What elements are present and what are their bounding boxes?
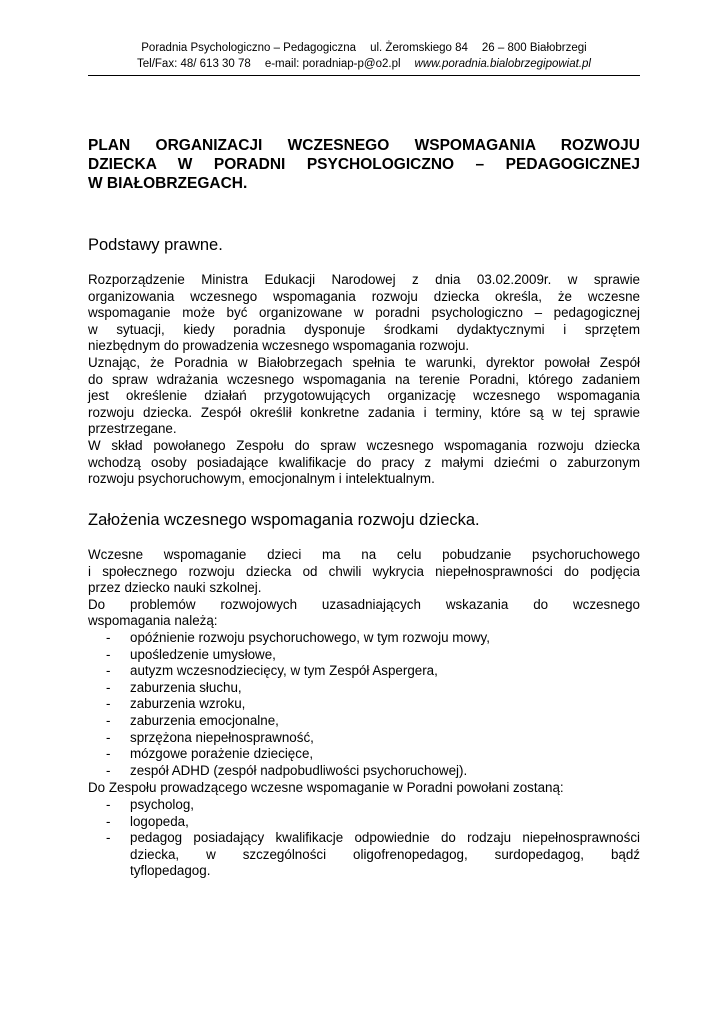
list-item [88, 696, 640, 713]
letterhead-email: e-mail: poradniap-p@o2.pl [264, 58, 401, 70]
text-line: wspomagania należą: [88, 613, 218, 629]
bullet-dash: - [106, 696, 111, 712]
list-item-text: logopeda, [130, 813, 189, 829]
letterhead-street: ul. Żeromskiego 84 [370, 42, 468, 54]
section-heading-legal-basis: Podstawy prawne. [88, 236, 223, 254]
text-line: do spraw wdrażania wczesnego wspomagania na terenie Poradni, którego zadaniem [88, 371, 640, 387]
list-item [88, 746, 640, 763]
list-item-text: mózgowe porażenie dziecięce, [130, 746, 314, 762]
list-item-text: pedagog posiadający kwalifikacje odpowiednie do rodzaju niepełnosprawności [130, 830, 640, 846]
list-item-text: zespół ADHD (zespół nadpobudliwości psychoruchowej). [130, 762, 468, 778]
list-item [88, 814, 640, 831]
list-item [88, 647, 640, 664]
document-title [88, 136, 640, 193]
list-item-text: upośledzenie umysłowe, [130, 646, 276, 662]
bullet-dash: - [106, 813, 111, 829]
text-line: jest określenie działań przygotowujących organizację wczesnego wspomagania [88, 388, 640, 404]
section-heading-assumptions: Założenia wczesnego wspomagania rozwoju dziecka. [88, 511, 480, 529]
text-line: przestrzegane. [88, 421, 177, 437]
letterhead-contact-line [88, 56, 640, 72]
letterhead-org: Poradnia Psychologiczno – Pedagogiczna [141, 42, 357, 54]
text-line: Do problemów rozwojowych uzasadniających wskazania do wczesnego [88, 596, 640, 612]
list-item-text: opóźnienie rozwoju psychoruchowego, w tym rozwoju mowy, [130, 630, 490, 645]
list-item-text: psycholog, [130, 797, 195, 812]
bullet-dash: - [106, 646, 111, 662]
text-line: wspomaganie może być organizowane w poradni psychologiczno – pedagogicznej [88, 305, 640, 321]
list-item-text: zaburzenia słuchu, [130, 679, 242, 695]
letterhead-phone: Tel/Fax: 48/ 613 30 78 [137, 58, 251, 70]
list-item [88, 830, 640, 880]
list-item [88, 730, 640, 747]
list-item-text: zaburzenia wzroku, [130, 696, 246, 712]
text-line: rozwoju dziecka. Zespół określił konkretne zadania i terminy, które są w tej sprawie [88, 404, 640, 420]
text-line: niezbędnym do prowadzenia wczesnego wspomagania rozwoju. [88, 338, 470, 354]
list-item [88, 663, 640, 680]
bullet-dash: - [106, 746, 111, 762]
bullet-dash: - [106, 797, 111, 812]
text-line: Rozporządzenie Ministra Edukacji Narodowej z dnia 03.02.2009r. w sprawie [88, 272, 640, 287]
letterhead-divider [88, 75, 640, 76]
paragraph-regulation [88, 272, 640, 488]
title-line: PLAN ORGANIZACJI WCZESNEGO WSPOMAGANIA ROZWOJU [88, 137, 640, 154]
bullet-dash: - [106, 729, 111, 745]
bullet-dash: - [106, 630, 111, 645]
list-item [88, 713, 640, 730]
list-item [88, 630, 640, 647]
letterhead-address-line [88, 40, 640, 56]
text-line: i społecznego rozwoju dziecka od chwili wykrycia niepełnosprawności do podjęcia [88, 563, 640, 579]
text-line: Do Zespołu prowadzącego wczesne wspomaganie w Poradni powołani zostaną: [88, 780, 564, 795]
paragraph-team-intro [88, 780, 640, 797]
list-item-text: zaburzenia emocjonalne, [130, 712, 279, 728]
list-item-text: tyflopedagog. [130, 863, 211, 879]
bullet-dash: - [106, 712, 111, 728]
text-line: przez dziecko nauki szkolnej. [88, 580, 262, 596]
list-item [88, 797, 640, 814]
title-line: W BIAŁOBRZEGACH. [88, 175, 248, 192]
text-line: w sytuacji, kiedy poradnia dysponuje środkami dydaktycznymi i sprzętem [88, 321, 640, 337]
bullet-dash: - [106, 679, 111, 695]
title-line: DZIECKA W PORADNI PSYCHOLOGICZNO – PEDAGOGICZNEJ [88, 156, 640, 173]
list-item-text: dziecka, w szczególności oligofrenopedagog, surdopedagog, bądź [130, 846, 640, 862]
list-item-text: autyzm wczesnodziecięcy, w tym Zespół Aspergera, [130, 663, 438, 679]
problems-list [88, 630, 640, 779]
text-line: Uznając, że Poradnia w Białobrzegach spełnia te warunki, dyrektor powołał Zespół [88, 354, 640, 370]
text-line: organizowania wczesnego wspomagania rozwoju dziecka określa, że wczesne [88, 288, 640, 304]
list-item [88, 763, 640, 780]
text-line: wchodzą osoby posiadające kwalifikacje do pracy z małymi dziećmi o zaburzonym [88, 454, 640, 470]
bullet-dash: - [106, 663, 111, 679]
team-list [88, 797, 640, 880]
bullet-dash: - [106, 830, 111, 846]
letterhead-website: www.poradnia.bialobrzegipowiat.pl [414, 58, 591, 70]
list-item-text: sprzężona niepełnosprawność, [130, 729, 314, 745]
text-line: Wczesne wspomaganie dzieci ma na celu pobudzanie psychoruchowego [88, 547, 640, 562]
paragraph-goal [88, 547, 640, 630]
bullet-dash: - [106, 762, 111, 778]
text-line: rozwoju psychoruchowym, emocjonalnym i intelektualnym. [88, 471, 435, 487]
text-line: W skład powołanego Zespołu do spraw wczesnego wspomagania rozwoju dziecka [88, 437, 640, 453]
letterhead-city: 26 – 800 Białobrzegi [481, 42, 587, 54]
list-item [88, 680, 640, 697]
